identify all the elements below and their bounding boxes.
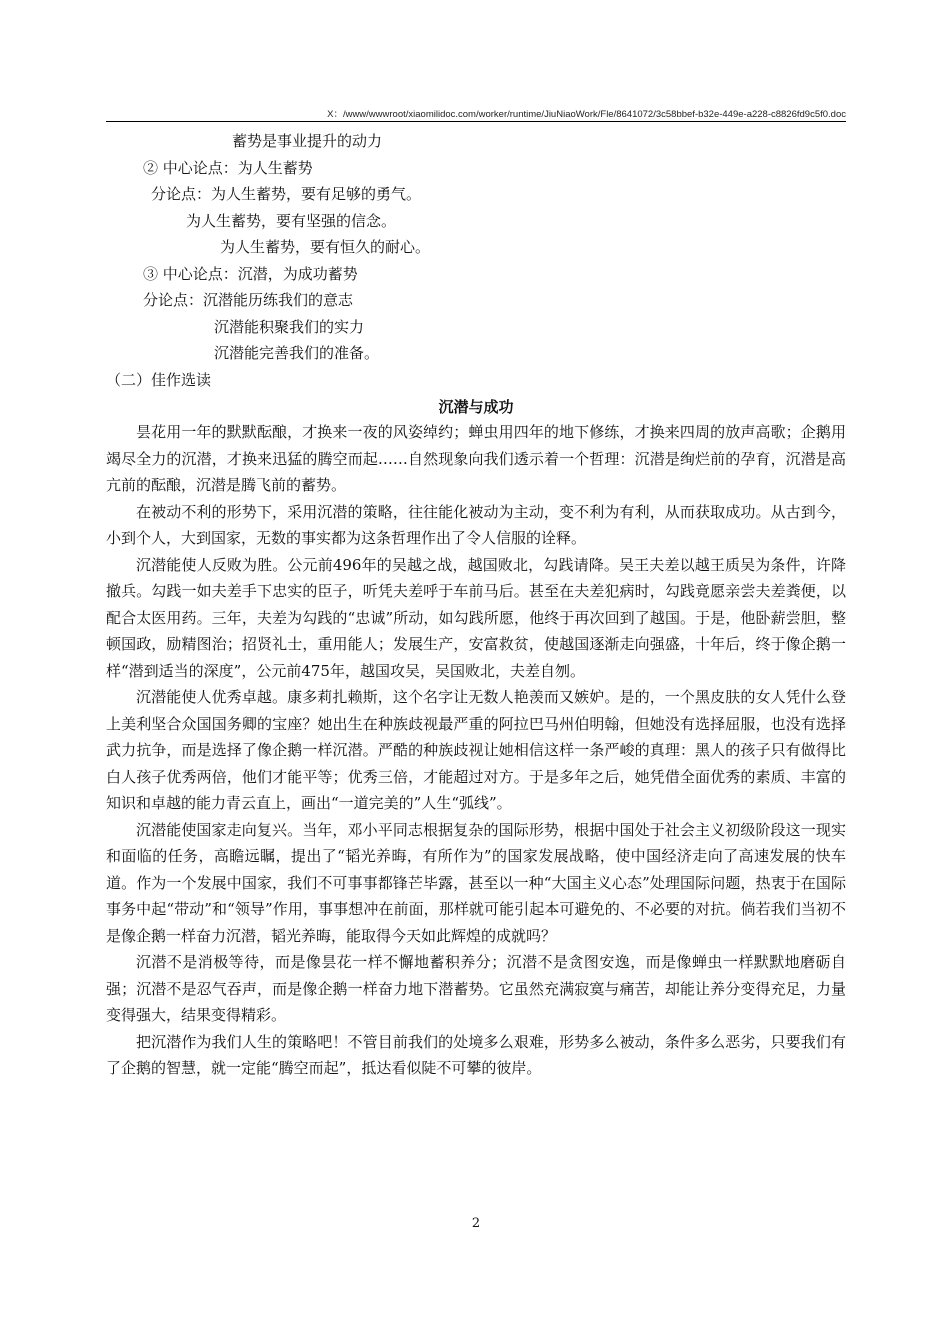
outline-line: 为人生蓄势，要有坚强的信念。 [186,211,397,230]
outline-line: 为人生蓄势，要有恒久的耐心。 [220,238,431,256]
essay-title: 沉潜与成功 [438,398,514,416]
essay-paragraph: 把沉潜作为我们人生的策略吧！不管目前我们的处境多么艰难，形势多么被动，条件多么恶劣，只要我们有了企鹅的智慧，就一定能“腾空而起”，抵达看似陡不可攀的彼岸。 [106,1032,846,1077]
page-number: 2 [471,1216,481,1231]
essay-paragraph: 沉潜能使国家走向复兴。当年，邓小平同志根据复杂的国际形势，根据中国处于社会主义初级阶段这一现实和面临的任务，高瞻远瞩，提出了“韬光养晦，有所作为”的国家发展战略，使中国经济走向了高速发展的快车道。作为一个发展中国家，我们不可事事都锋芒毕露，甚至以一种“大国主义心态”处理国际问题，热衷于在国际事务中起“带动”和“领导”作用，事事想冲在前面，那样就可能引起本可避免的、不必要的对抗。倘若我们当初不是像企鹅一样奋力沉潜，韬光养晦，能取得今天如此辉煌的成就吗？ [106,820,846,945]
outline-line: ③ 中心论点：沉潜，为成功蓄势 [143,264,358,283]
outline-line: ② 中心论点：为人生蓄势 [143,158,313,177]
outline-line: 蓄势是事业提升的动力 [232,132,383,150]
essay-paragraph: 昙花用一年的默默酝酿，才换来一夜的风姿绰约；蝉虫用四年的地下修练，才换来四周的放声高歌；企鹅用竭尽全力的沉潜，才换来迅猛的腾空而起……自然现象向我们透示着一个哲理：沉潜是绚烂前的孕育，沉潜是高亢前的酝酿，沉潜是腾飞前的蓄势。 [106,423,846,494]
outline-line: 分论点：沉潜能历练我们的意志 [143,291,354,309]
essay-paragraph: 在被动不利的形势下，采用沉潜的策略，往往能化被动为主动，变不利为有利，从而获取成功。从古到今，小到个人，大到国家，无数的事实都为这条哲理作出了令人信服的诠释。 [106,502,846,547]
argument-outline [106,128,846,393]
document-file-path: X：/www/wwwroot/xiaomilidoc.com/worker/runtime/JiuNiaoWork/Fle/8641072/3c58bbef-b32e-449e-a228-c8826fd9c5f0.doc [327,109,846,120]
outline-line: 分论点：为人生蓄势，要有足够的勇气。 [151,185,422,203]
outline-line: 沉潜能完善我们的准备。 [214,344,380,362]
essay-body [106,419,846,1082]
header-divider [106,121,846,122]
essay-paragraph: 沉潜不是消极等待，而是像昙花一样不懈地蓄积养分；沉潜不是贪图安逸，而是像蝉虫一样默默地磨砺自强；沉潜不是忍气吞声，而是像企鹅一样奋力地下潜蓄势。它虽然充满寂寞与痛苦，却能让养分变得充足，力量变得强大，结果变得精彩。 [106,953,846,1024]
essay-paragraph: 沉潜能使人优秀卓越。康多莉扎赖斯，这个名字让无数人艳羡而又嫉妒。是的，一个黑皮肤的女人凭什么登上美利坚合众国国务卿的宝座？她出生在种族歧视最严重的阿拉巴马州伯明翰，但她没有选择屈服，也没有选择武力抗争，而是选择了像企鹅一样沉潜。严酷的种族歧视让她相信这样一条严峻的真理：黑人的孩子只有做得比白人孩子优秀两倍，他们才能平等；优秀三倍，才能超过对方。于是多年之后，她凭借全面优秀的素质、丰富的知识和卓越的能力青云直上，画出“一道完美的”人生“弧线”。 [106,688,846,812]
essay-paragraph: 沉潜能使人反败为胜。公元前496年的吴越之战，越国败北，勾践请降。吴王夫差以越王质吴为条件，许降撤兵。勾践一如夫差手下忠实的臣子，听凭夫差呼于车前马后。甚至在夫差犯病时，勾践竟愿亲尝夫差粪便，以配合太医用药。三年，夫差为勾践的“忠诚”所动，如勾践所愿，他终于再次回到了越国。于是，他卧薪尝胆，整顿国政，励精图治；招贤礼士，重用能人；发展生产，安富救贫，使越国逐渐走向强盛，十年后，终于像企鹅一样“潜到适当的深度”，公元前475年，越国攻吴，吴国败北，夫差自刎。 [106,555,846,680]
section-heading: （二）佳作选读 [106,370,212,389]
outline-line: 沉潜能积聚我们的实力 [214,317,365,336]
